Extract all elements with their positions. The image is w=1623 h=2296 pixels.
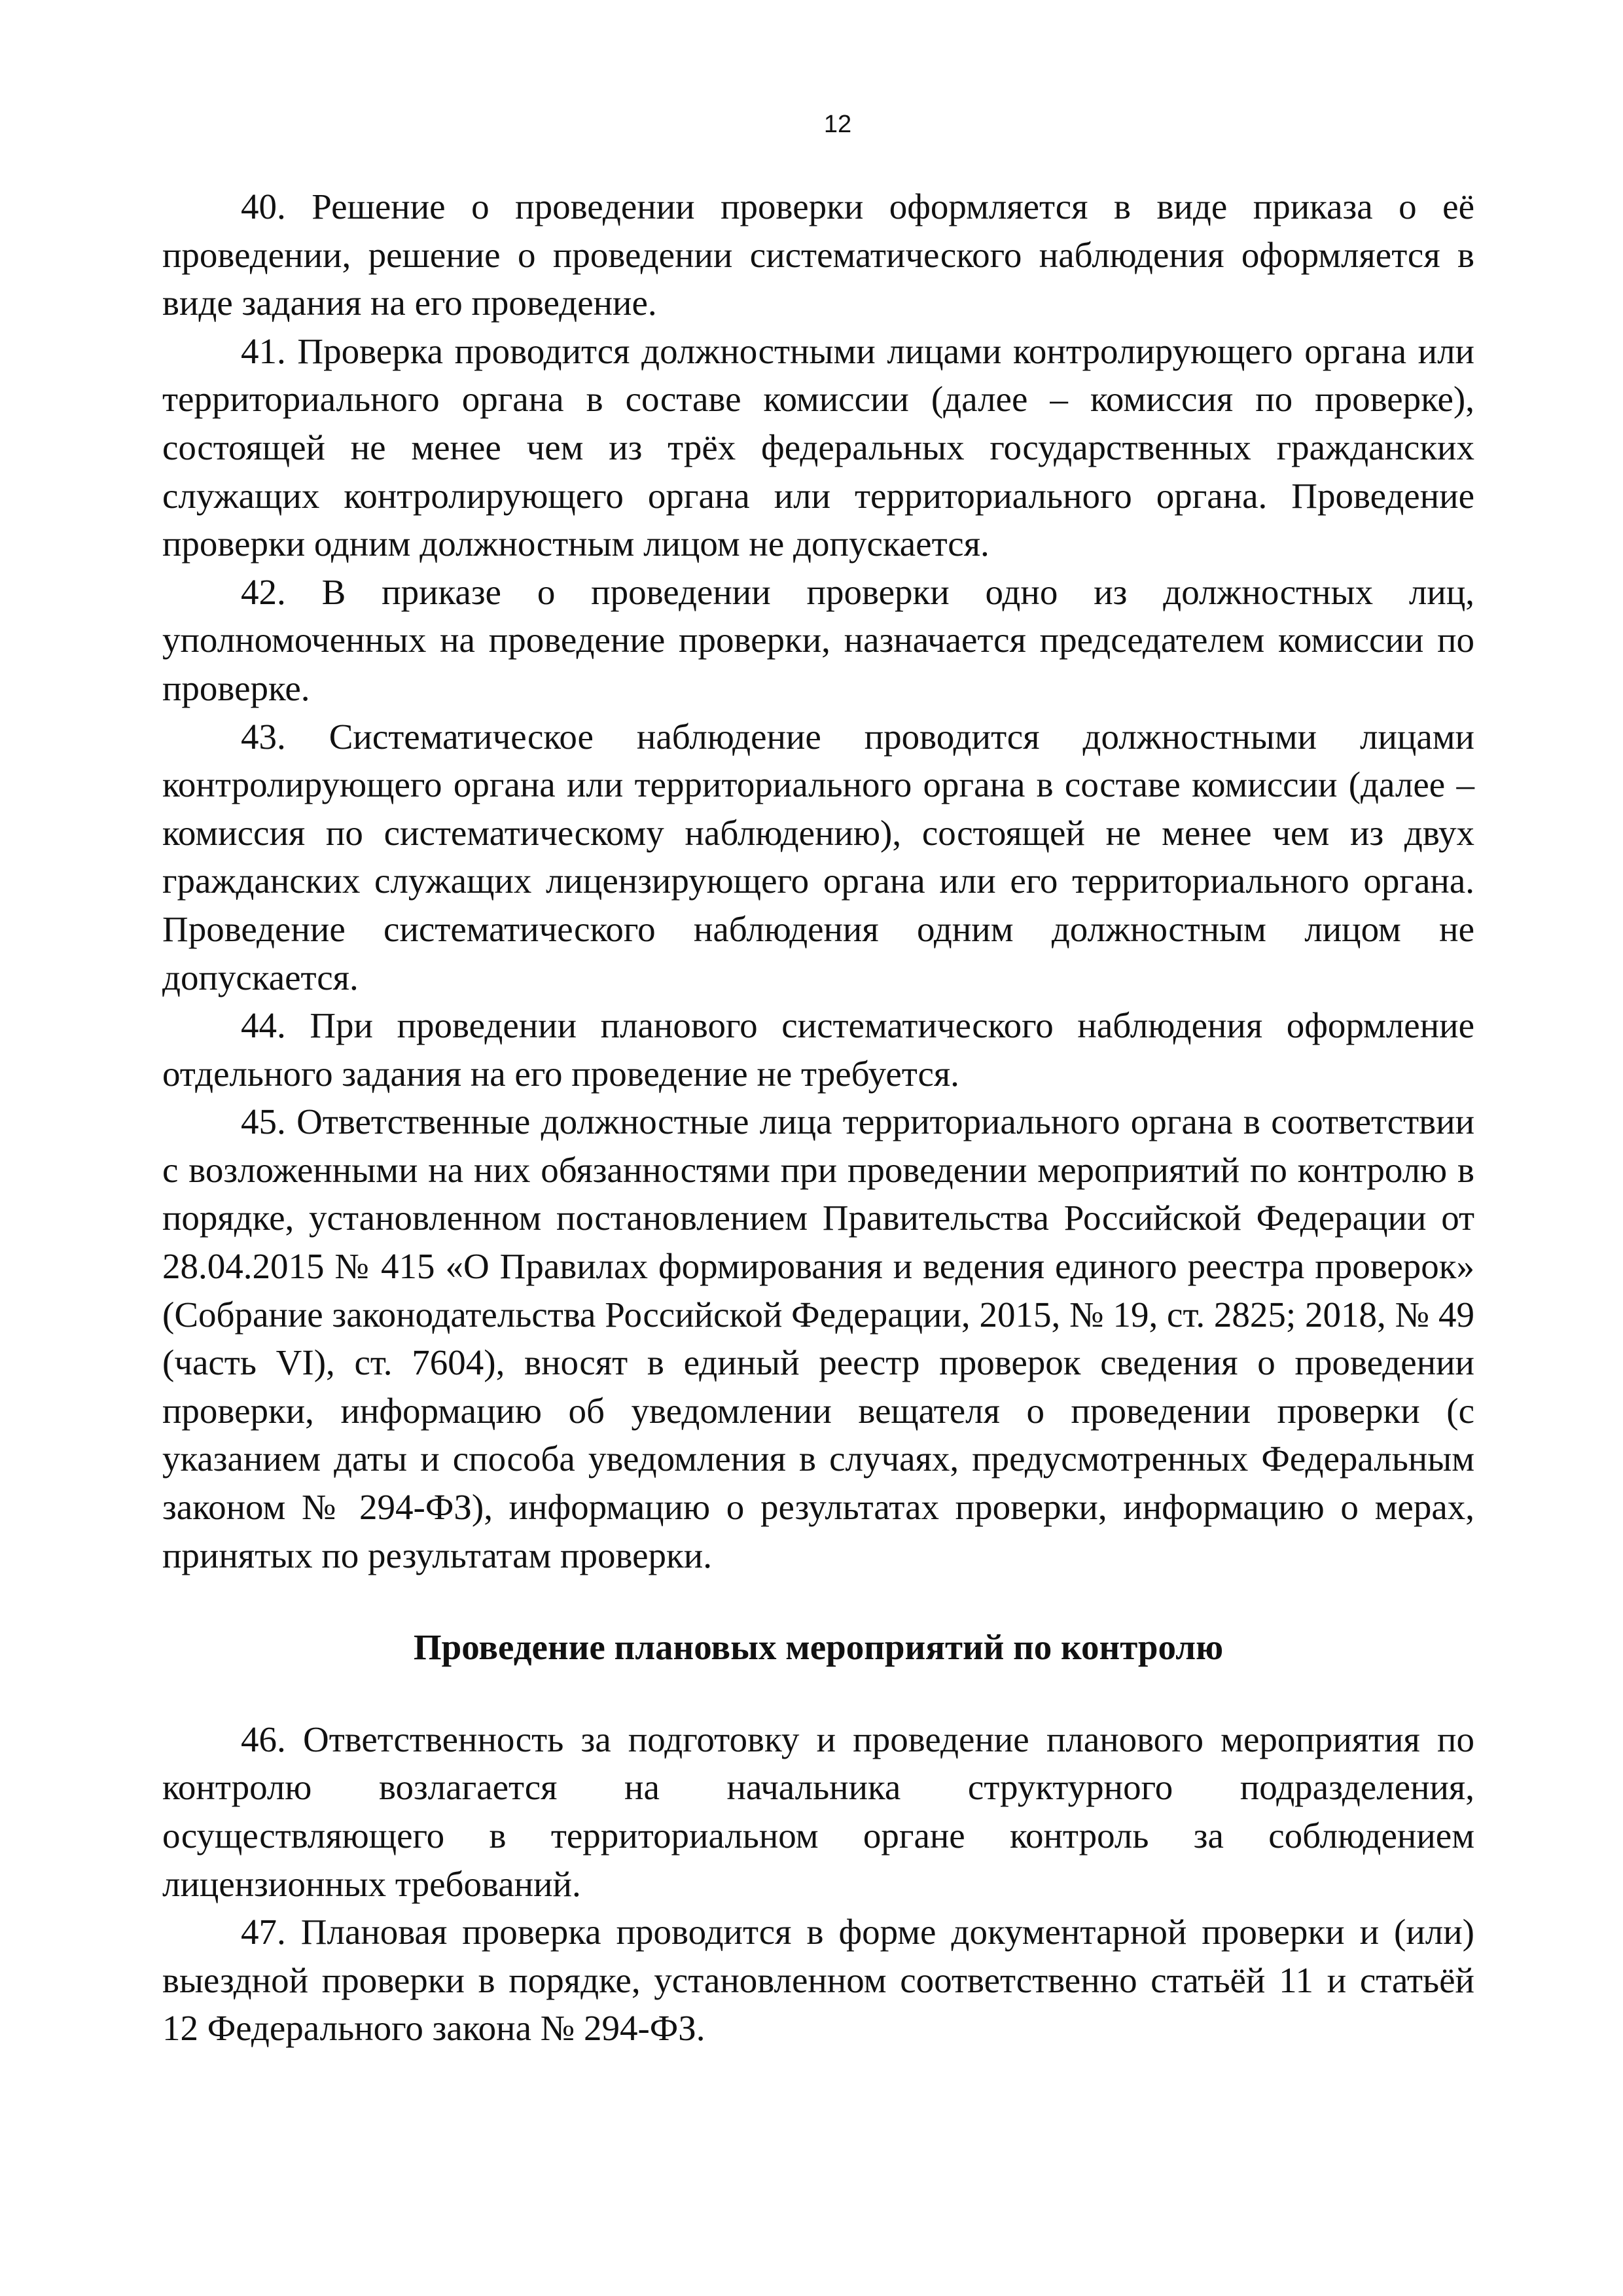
paragraph-44: 44. При проведении планового систематического наблюдения оформление отдельного задания на его проведение не требуется. [162, 1005, 1474, 1094]
paragraph-47: 47. Плановая проверка проводится в форме документарной проверки и (или) выездной проверки в порядке, установленном соответственно статьёй 11 и статьёй 12 Федерального закона № 294-ФЗ. [162, 1912, 1474, 2049]
paragraph-45: 45. Ответственные должностные лица территориального органа в соответствии с возложенными на них обязанностями при проведении мероприятий по контролю в порядке, установленном постановлением Правительства Российской Федерации от 28.04.2015 № 415 «О Правилах формирования и ведения единого реестра проверок» (Собрание законодательства Российской Федерации, 2015, № 19, ст. 2825; 2018, № 49 (часть VI), ст. 7604), вносят в единый реестр проверок сведения о проведении проверки, информацию об уведомлении вещателя о проведении проверки (с указанием даты и способа уведомления в случаях, предусмотренных Федеральным законом № 294-ФЗ), информацию о результатах проверки, информацию о мерах, принятых по результатам проверки. [162, 1102, 1474, 1575]
paragraph-40: 40. Решение о проведении проверки оформляется в виде приказа о её проведении, решение о проведении систематического наблюдения оформляется в виде задания на его проведение. [162, 187, 1474, 323]
paragraph-43: 43. Систематическое наблюдение проводится должностными лицами контролирующего органа или территориального органа в составе комиссии (далее – комиссия по систематическому наблюдению), состоящей не менее чем из двух гражданских служащих лицензирующего органа или его территориального органа. Проведение систематического наблюдения одним должностным лицом не допускается. [162, 716, 1474, 997]
paragraph-41: 41. Проверка проводится должностными лицами контролирующего органа или территориального органа в составе комиссии (далее – комиссия по проверке), состоящей не менее чем из трёх федеральных государственных гражданских служащих контролирующего органа или территориального органа. Проведение проверки одним должностным лицом не допускается. [162, 331, 1474, 564]
document-body [162, 183, 1474, 2053]
section-heading: Проведение плановых мероприятий по контролю [413, 1627, 1224, 1668]
page-number: 12 [823, 111, 852, 138]
paragraph-46: 46. Ответственность за подготовку и проведение планового мероприятия по контролю возлагается на начальника структурного подразделения, осуществляющего в территориальном органе контроль за соблюдением лицензионных требований. [162, 1719, 1474, 1904]
paragraph-42: 42. В приказе о проведении проверки одно из должностных лиц, уполномоченных на проведение проверки, назначается председателем комиссии по проверке. [162, 571, 1474, 708]
